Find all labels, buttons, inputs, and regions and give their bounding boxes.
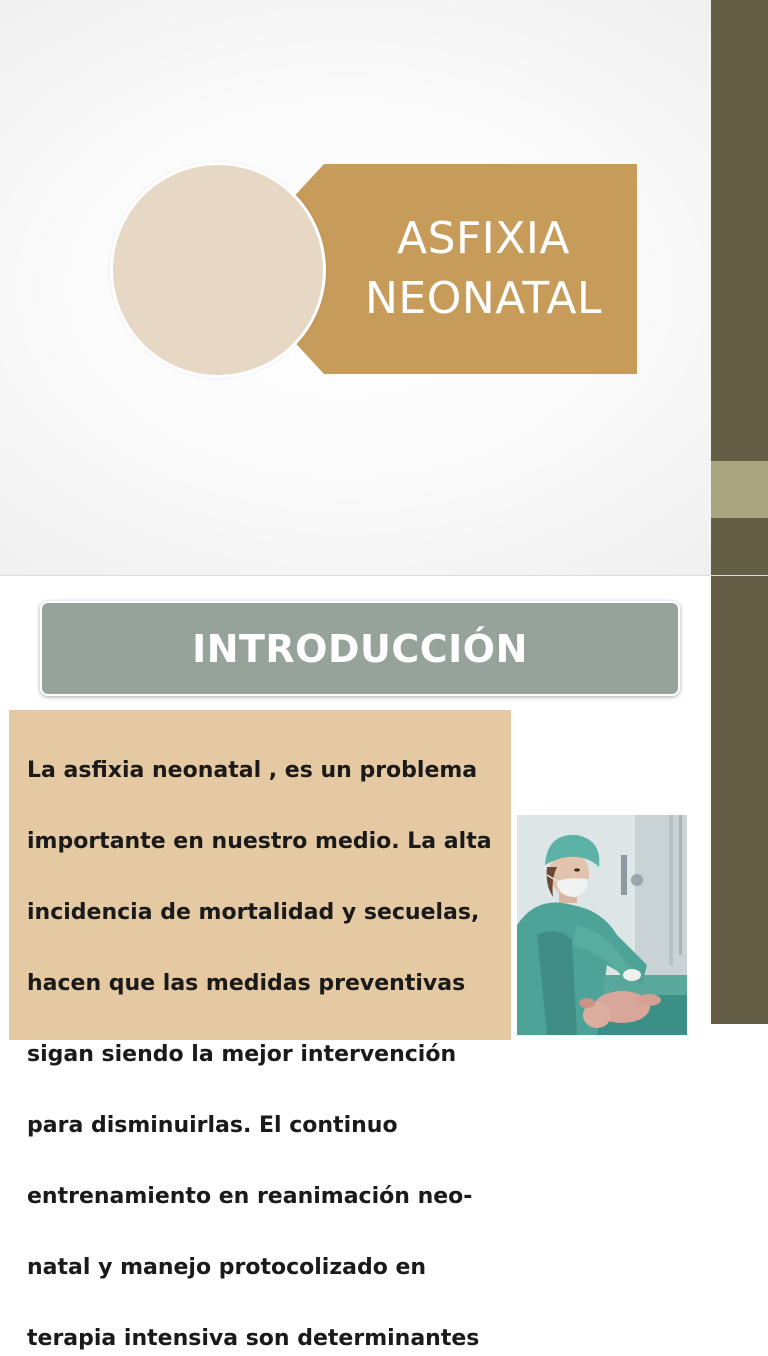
- title-circle-decoration: [110, 162, 326, 378]
- intro-line: hacen que las medidas preventivas: [27, 970, 466, 996]
- slide-sidebar-bar: [711, 576, 768, 1024]
- title-line-2: NEONATAL: [364, 273, 603, 324]
- intro-line: importante en nuestro medio. La alta: [27, 828, 492, 854]
- introduction-slide: [0, 576, 768, 1351]
- intro-line: natal y manejo protocolizado en: [27, 1254, 427, 1280]
- intro-line: para disminuirlas. El continuo: [27, 1112, 398, 1138]
- nurse-with-newborn-photo: [517, 815, 687, 1035]
- intro-paragraph: [27, 717, 507, 1356]
- slide-title: [330, 164, 637, 374]
- heading-bar: [40, 601, 680, 696]
- intro-line: sigan siendo la mejor intervención: [27, 1041, 457, 1067]
- intro-line: incidencia de mortalidad y secuelas,: [27, 899, 480, 925]
- intro-line: La asfixia neonatal , es un problema: [27, 757, 478, 783]
- title-line-1: ASFIXIA: [396, 213, 571, 264]
- intro-line: terapia intensiva son determinantes: [27, 1325, 480, 1351]
- title-slide: [0, 0, 768, 576]
- intro-line: entrenamiento en reanimación neo-: [27, 1183, 473, 1209]
- slide-sidebar-accent: [711, 461, 768, 518]
- section-heading: INTRODUCCIÓN: [192, 626, 528, 671]
